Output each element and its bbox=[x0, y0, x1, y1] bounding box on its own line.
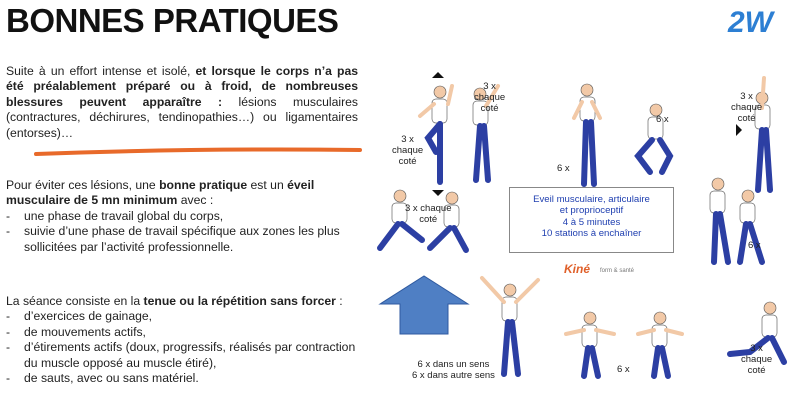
session-intro bbox=[6, 294, 358, 309]
box-line: et proprioceptif bbox=[559, 205, 624, 217]
label-arms bbox=[617, 364, 630, 375]
label-squat bbox=[656, 114, 669, 125]
label-text: 3 x chaque coté bbox=[474, 81, 506, 114]
intro-text-2: lésions musculaires (contractures, déchirures, tendinopathies…) ou ligamentaires (entorses)… bbox=[6, 94, 358, 140]
box-line: 10 stations à enchaîner bbox=[541, 228, 642, 240]
practice-text-1: Pour éviter ces lésions, une bbox=[6, 178, 160, 192]
box-line: Eveil musculaire, articulaire bbox=[533, 194, 650, 205]
practice-text-3: avec : bbox=[177, 193, 214, 208]
intro-paragraph bbox=[6, 64, 358, 141]
list-item: - suivie d’une phase de travail spécifique aux zones les plus sollicitées par l’activité professionnelle. bbox=[6, 224, 358, 255]
session-paragraph bbox=[6, 294, 358, 386]
kine-brand-sub: form & santé bbox=[600, 268, 635, 274]
warmup-info-box bbox=[509, 187, 674, 253]
label-knee-raise bbox=[392, 134, 423, 167]
label-text: 6 x bbox=[656, 114, 669, 125]
list-item: - de sauts, avec ou sans matériel. bbox=[6, 371, 358, 386]
session-text-2: : bbox=[335, 294, 343, 308]
label-text: 3 x chaque coté bbox=[405, 203, 452, 225]
label-text: 3 x chaque coté bbox=[731, 91, 763, 124]
label-text: 3 x chaque coté bbox=[741, 343, 773, 376]
practice-list bbox=[6, 209, 358, 255]
practice-intro bbox=[6, 178, 358, 209]
label-text: 6 x bbox=[748, 240, 761, 251]
label-side-stretch bbox=[731, 91, 762, 124]
practice-paragraph bbox=[6, 178, 358, 255]
session-bold: tenue ou la répétition sans forcer bbox=[143, 294, 336, 308]
label-arm-stretch bbox=[474, 81, 505, 114]
label-rotation bbox=[412, 359, 495, 381]
label-lunge bbox=[405, 203, 451, 225]
box-line: 4 à 5 minutes bbox=[562, 216, 621, 228]
practice-bold-1: bonne pratique bbox=[159, 178, 248, 192]
page-title: BONNES PRATIQUES bbox=[6, 2, 339, 39]
list-item: - d’exercices de gainage, bbox=[6, 309, 358, 324]
label-text: 6 x bbox=[617, 364, 630, 375]
orange-underline bbox=[34, 146, 364, 160]
session-list bbox=[6, 309, 358, 386]
label-standing bbox=[557, 163, 570, 174]
label-text: 6 x dans un sens 6 x dans autre sens bbox=[412, 359, 495, 381]
practice-text-2: est un bbox=[247, 178, 288, 192]
label-leg-stretch bbox=[741, 343, 772, 376]
session-text-1: La séance consiste en la bbox=[6, 294, 144, 308]
list-item: - une phase de travail global du corps, bbox=[6, 209, 358, 224]
intro-text-1: Suite à un effort intense et isolé, bbox=[6, 64, 196, 78]
label-text: 6 x bbox=[557, 163, 570, 174]
label-bend bbox=[748, 240, 761, 251]
brand-logo: 2W bbox=[728, 6, 773, 39]
list-item: - de mouvements actifs, bbox=[6, 325, 358, 340]
kine-brand: Kiné bbox=[564, 262, 591, 276]
list-item: - d’étirements actifs (doux, progressifs, réalisés par contraction du muscle opposé au muscle étiré), bbox=[6, 340, 358, 371]
intro-bold: et lorsque le corps n’a pas été préalablement préparé ou à froid, de nombreuses blessures peuvent apparaître : bbox=[6, 64, 358, 109]
label-text: 3 x chaque coté bbox=[392, 134, 424, 167]
practice-bold-2: éveil musculaire de 5 mn minimum bbox=[6, 178, 315, 208]
up-arrow-icon bbox=[380, 276, 468, 334]
